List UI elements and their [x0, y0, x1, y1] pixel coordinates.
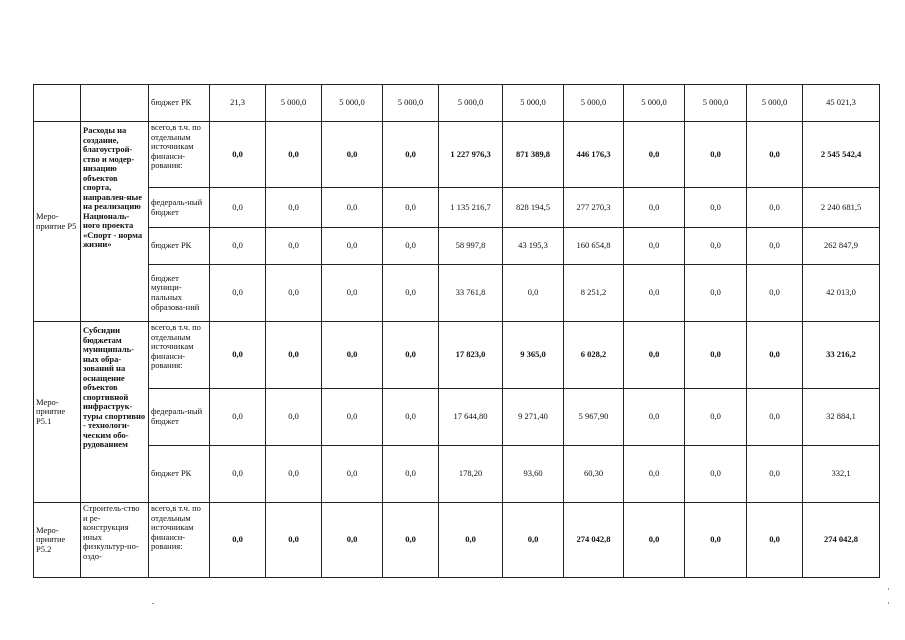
value-cell: 0,0 — [266, 122, 322, 188]
value-cell: 0,0 — [624, 265, 685, 322]
value-cell: 0,0 — [685, 322, 747, 389]
value-cell: 33 216,2 — [803, 322, 880, 389]
measure-label: Меро-приятие Р5.2 — [34, 503, 81, 578]
value-cell: 21,3 — [210, 85, 266, 122]
value-cell: 45 021,3 — [803, 85, 880, 122]
funding-source: федераль-ный бюджет — [149, 389, 210, 446]
value-cell: 0,0 — [322, 122, 383, 188]
value-cell: 0,0 — [210, 188, 266, 228]
value-cell: 0,0 — [747, 228, 803, 265]
value-cell: 2 240 681,5 — [803, 188, 880, 228]
value-cell: 0,0 — [210, 228, 266, 265]
measure-description: Строитель-ство и ре-конструкция иных физкультур-но-оздо- — [81, 503, 149, 578]
value-cell: 0,0 — [266, 503, 322, 578]
value-cell: 0,0 — [747, 322, 803, 389]
value-cell: 5 000,0 — [503, 85, 564, 122]
value-cell: 0,0 — [322, 322, 383, 389]
value-cell: 0,0 — [685, 389, 747, 446]
table-row — [34, 188, 880, 228]
value-cell: 871 389,8 — [503, 122, 564, 188]
value-cell: 0,0 — [322, 188, 383, 228]
measure-description: Расходы на создание, благоустрой-ство и модер-низацию объектов спорта, направлен-ные на реализацию Националь-ного проекта «Спорт - норма жизни» — [81, 122, 149, 322]
value-cell: 0,0 — [383, 228, 439, 265]
funding-source: всего,в т.ч. по отдельным источникам финанси-рования: — [149, 122, 210, 188]
value-cell: 0,0 — [210, 389, 266, 446]
value-cell: 5 000,0 — [266, 85, 322, 122]
value-cell: 0,0 — [383, 322, 439, 389]
value-cell: 0,0 — [503, 503, 564, 578]
value-cell: 0,0 — [383, 446, 439, 503]
table-row — [34, 389, 880, 446]
value-cell: 0,0 — [383, 265, 439, 322]
value-cell: 0,0 — [266, 389, 322, 446]
description-cell-empty — [81, 85, 149, 122]
table-row — [34, 228, 880, 265]
funding-source: бюджет РК — [149, 228, 210, 265]
table-row — [34, 322, 880, 389]
value-cell: 17 823,0 — [439, 322, 503, 389]
value-cell: 262 847,9 — [803, 228, 880, 265]
value-cell: 0,0 — [322, 389, 383, 446]
funding-source: всего,в т.ч. по отдельным источникам финанси-рования: — [149, 322, 210, 389]
value-cell: 0,0 — [383, 503, 439, 578]
value-cell: 277 270,3 — [564, 188, 624, 228]
measure-cell-empty — [34, 85, 81, 122]
value-cell: 0,0 — [266, 228, 322, 265]
value-cell: 58 997,8 — [439, 228, 503, 265]
scan-speck — [888, 602, 889, 604]
value-cell: 0,0 — [624, 122, 685, 188]
value-cell: 5 967,90 — [564, 389, 624, 446]
value-cell: 160 654,8 — [564, 228, 624, 265]
value-cell: 332,1 — [803, 446, 880, 503]
funding-source: всего,в т.ч. по отдельным источникам финанси-рования: — [149, 503, 210, 578]
table-row — [34, 446, 880, 503]
value-cell: 2 545 542,4 — [803, 122, 880, 188]
value-cell: 274 042,8 — [803, 503, 880, 578]
value-cell: 0,0 — [685, 265, 747, 322]
value-cell: 0,0 — [747, 389, 803, 446]
value-cell: 8 251,2 — [564, 265, 624, 322]
value-cell: 9 365,0 — [503, 322, 564, 389]
value-cell: 17 644,80 — [439, 389, 503, 446]
value-cell: 5 000,0 — [383, 85, 439, 122]
value-cell: 5 000,0 — [564, 85, 624, 122]
value-cell: 1 227 976,3 — [439, 122, 503, 188]
table-row — [34, 85, 880, 122]
value-cell: 0,0 — [266, 188, 322, 228]
value-cell: 0,0 — [685, 228, 747, 265]
measure-label: Меро-приятие Р5.1 — [34, 322, 81, 503]
value-cell: 0,0 — [503, 265, 564, 322]
value-cell: 0,0 — [439, 503, 503, 578]
value-cell: 5 000,0 — [747, 85, 803, 122]
value-cell: 274 042,8 — [564, 503, 624, 578]
value-cell: 0,0 — [624, 188, 685, 228]
value-cell: 0,0 — [747, 265, 803, 322]
scan-speck — [888, 588, 889, 590]
value-cell: 5 000,0 — [624, 85, 685, 122]
value-cell: 0,0 — [624, 228, 685, 265]
funding-source: бюджет РК — [149, 85, 210, 122]
value-cell: 42 013,0 — [803, 265, 880, 322]
value-cell: 0,0 — [322, 228, 383, 265]
funding-source: федераль-ный бюджет — [149, 188, 210, 228]
table-row — [34, 265, 880, 322]
table-row — [34, 503, 880, 578]
value-cell: 1 135 216,7 — [439, 188, 503, 228]
value-cell: 32 884,1 — [803, 389, 880, 446]
value-cell: 0,0 — [747, 503, 803, 578]
value-cell: 5 000,0 — [439, 85, 503, 122]
value-cell: 828 194,5 — [503, 188, 564, 228]
value-cell: 0,0 — [685, 122, 747, 188]
value-cell: 0,0 — [685, 188, 747, 228]
value-cell: 5 000,0 — [322, 85, 383, 122]
value-cell: 0,0 — [624, 389, 685, 446]
value-cell: 0,0 — [747, 188, 803, 228]
funding-source: бюджет муници-пальных образова-ний — [149, 265, 210, 322]
value-cell: 6 028,2 — [564, 322, 624, 389]
value-cell: 0,0 — [210, 122, 266, 188]
value-cell: 0,0 — [624, 322, 685, 389]
value-cell: 0,0 — [266, 322, 322, 389]
value-cell: 0,0 — [383, 188, 439, 228]
value-cell: 0,0 — [322, 503, 383, 578]
value-cell: 5 000,0 — [685, 85, 747, 122]
value-cell: 0,0 — [210, 503, 266, 578]
value-cell: 0,0 — [266, 446, 322, 503]
funding-source: бюджет РК — [149, 446, 210, 503]
value-cell: 0,0 — [210, 446, 266, 503]
value-cell: 9 271,40 — [503, 389, 564, 446]
value-cell: 0,0 — [266, 265, 322, 322]
value-cell: 0,0 — [383, 389, 439, 446]
value-cell: 93,60 — [503, 446, 564, 503]
value-cell: 0,0 — [685, 503, 747, 578]
value-cell: 0,0 — [210, 265, 266, 322]
value-cell: 0,0 — [383, 122, 439, 188]
measure-description: Субсидии бюджетам муниципаль-ных обра-зований на оснащение объектов спортивной инфраструк-туры спортивно - технологи-ческим обо-рудованием — [81, 322, 149, 503]
value-cell: 0,0 — [322, 446, 383, 503]
value-cell: 0,0 — [747, 122, 803, 188]
measure-label: Меро-приятие Р5 — [34, 122, 81, 322]
value-cell: 0,0 — [322, 265, 383, 322]
value-cell: 0,0 — [747, 446, 803, 503]
value-cell: 60,30 — [564, 446, 624, 503]
budget-table — [33, 84, 880, 578]
value-cell: 446 176,3 — [564, 122, 624, 188]
table-row — [34, 122, 880, 188]
value-cell: 33 761,8 — [439, 265, 503, 322]
value-cell: 178,20 — [439, 446, 503, 503]
value-cell: 0,0 — [210, 322, 266, 389]
value-cell: 0,0 — [624, 446, 685, 503]
value-cell: 43 195,3 — [503, 228, 564, 265]
value-cell: 0,0 — [624, 503, 685, 578]
value-cell: 0,0 — [685, 446, 747, 503]
scan-speck — [152, 603, 154, 604]
